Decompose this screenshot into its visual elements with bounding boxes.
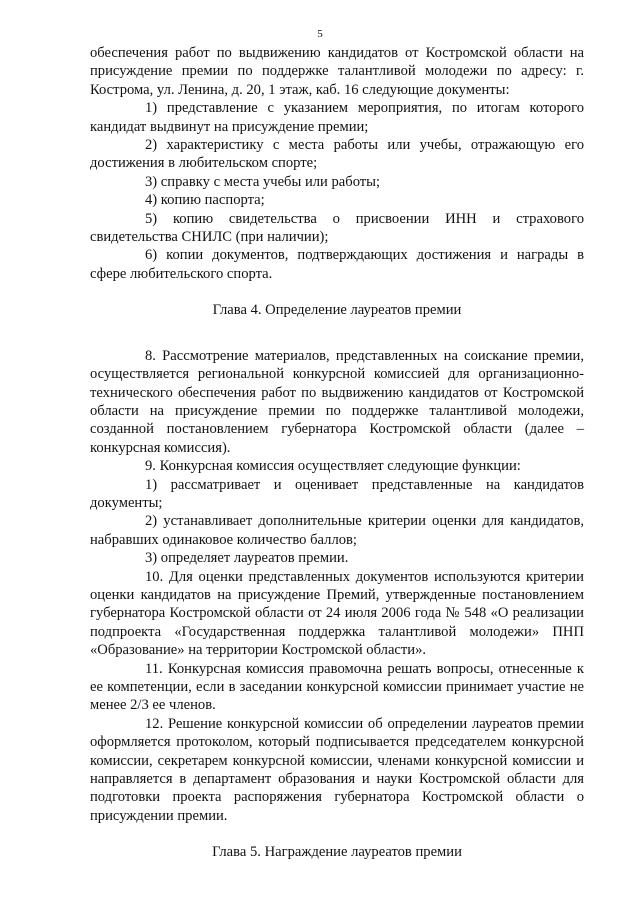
clause-9-item-1: 1) рассматривает и оценивает представленные на кандидатов документы; bbox=[90, 476, 584, 511]
clause-9: 9. Конкурсная комиссия осуществляет следующие функции: bbox=[145, 458, 521, 475]
clause-9-item-2: 2) устанавливает дополнительные критерии оценки для кандидатов, набравших одинаковое количество баллов; bbox=[90, 513, 584, 548]
list-item-document-3: 3) справку с места учебы или работы; bbox=[145, 173, 381, 190]
list-item-document-5: 5) копию свидетельства о присвоении ИНН и страхового свидетельства СНИЛС (при наличии); bbox=[90, 210, 584, 246]
clause-12: 12. Решение конкурсной комиссии об определении лауреатов премии оформляется протоколом, который подписывается председателем конкурсной комиссии, секретарем конкурсной комиссии, членами конкурсной комиссии и направляется в департамент образования и науки Костромской области для подготовки проекта распоряжения губернатора Костромской области о присуждении премии. bbox=[90, 715, 584, 824]
clause-8: 8. Рассмотрение материалов, представленных на соискание премии, осуществляется региональной конкурсной комиссией для организационно-технического обеспечения работ по выдвижению кандидатов от Костромской области на присуждение премии по поддержке талантливой молодежи, созданной постановлением губернатора Костромской области (далее – конкурсная комиссия). bbox=[90, 347, 584, 456]
clause-9-item-3: 3) определяет лауреатов премии. bbox=[145, 550, 349, 567]
list-item-document-6: 6) копии документов, подтверждающих достижения и награды в сфере любительского спорта. bbox=[90, 247, 584, 282]
clause-10: 10. Для оценки представленных документов используются критерии оценки кандидатов на присуждение Премий, утвержденные постановлением губернатора Костромской области от 24 июля 2006 года № 548 «О реализации подпроекта «Государственная поддержка талантливой молодежи» ПНП «Образование» на территории Костромской области». bbox=[90, 568, 584, 659]
list-item-document-1: 1) представление с указанием мероприятия, по итогам которого кандидат выдвинут на присуждение премии; bbox=[90, 100, 584, 135]
list-item-document-2: 2) характеристику с места работы или учебы, отражающую его достижения в любительском спорте; bbox=[90, 137, 584, 172]
page-number: 5 bbox=[317, 28, 323, 40]
chapter-5-heading: Глава 5. Награждение лауреатов премии bbox=[212, 844, 462, 861]
document-body bbox=[90, 44, 584, 862]
paragraph-intro-continuation: обеспечения работ по выдвижению кандидатов от Костромской области на присуждение премии по поддержке талантливой молодежи по адресу: г. Кострома, ул. Ленина, д. 20, 1 этаж, каб. 16 следующие документы: bbox=[90, 45, 584, 98]
chapter-4-heading: Глава 4. Определение лауреатов премии bbox=[212, 302, 462, 319]
clause-11: 11. Конкурсная комиссия правомочна решать вопросы, отнесенные к ее компетенции, если в заседании конкурсной комиссии принимает участие не менее 2/3 ее членов. bbox=[90, 660, 584, 714]
list-item-document-4: 4) копию паспорта; bbox=[145, 192, 265, 209]
